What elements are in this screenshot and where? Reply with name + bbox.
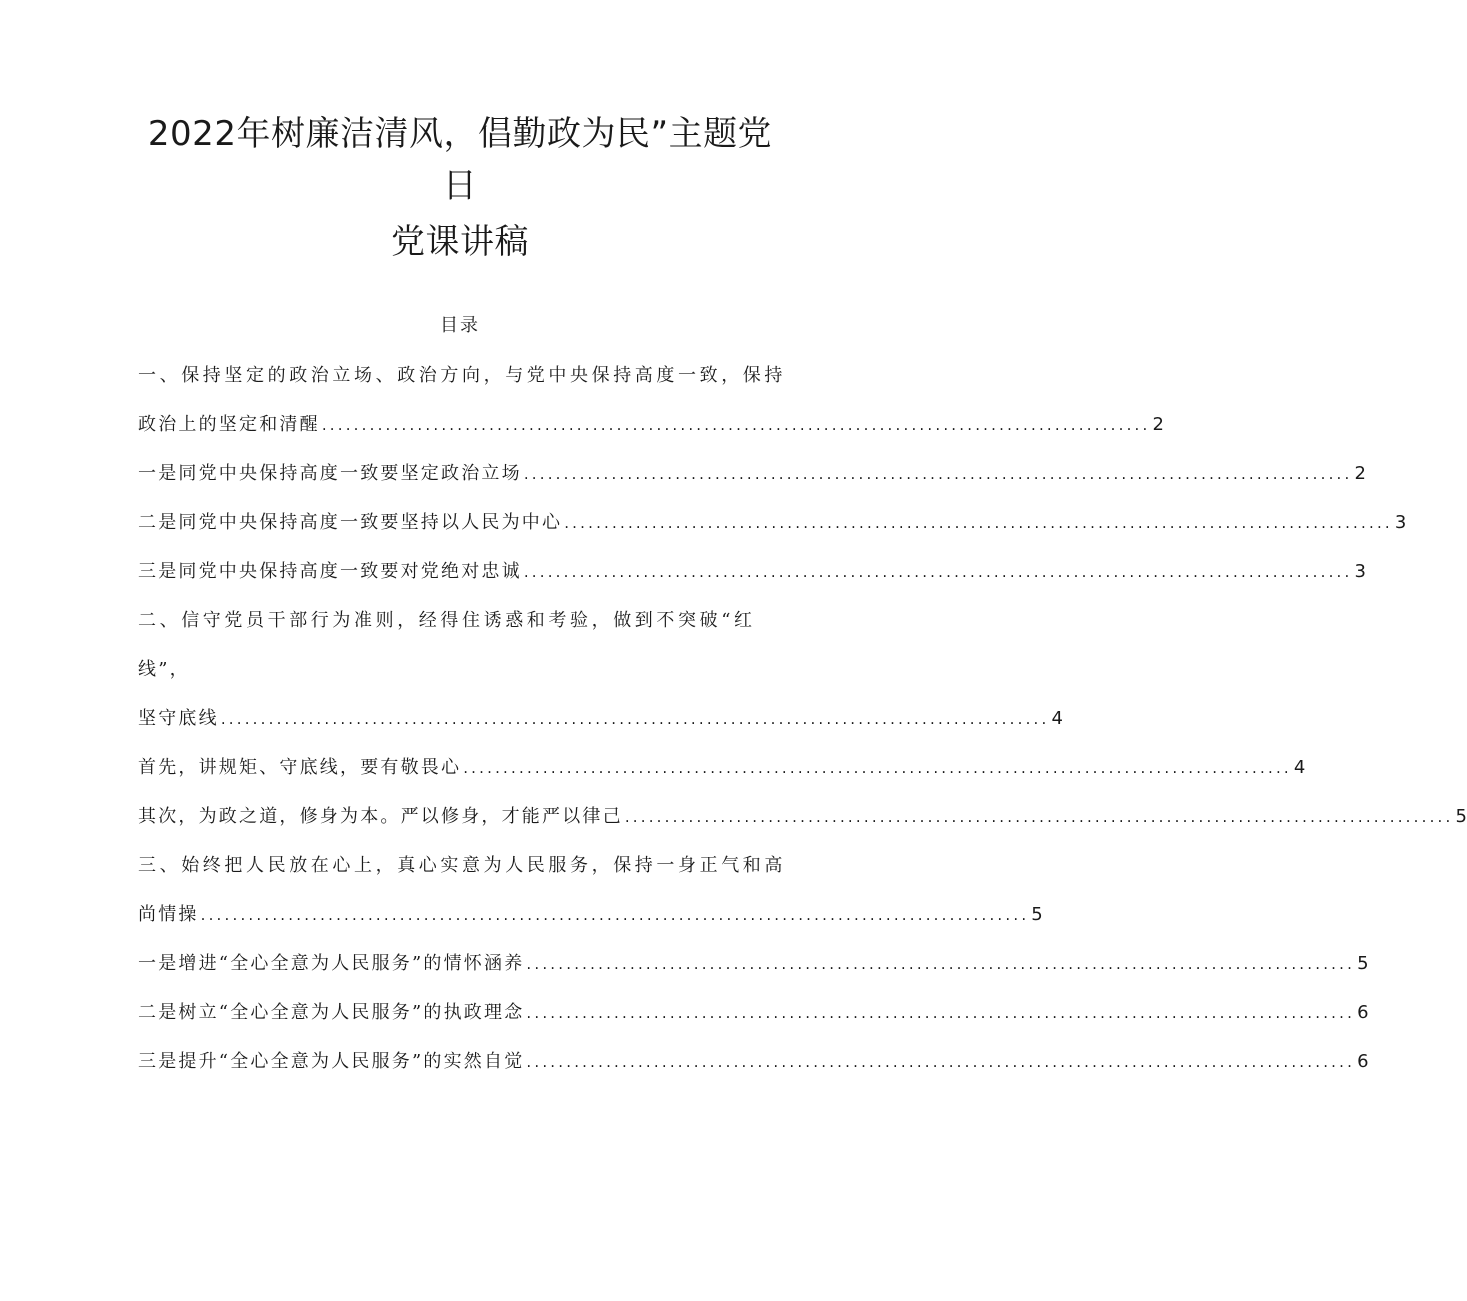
toc-entry[interactable]	[138, 600, 782, 649]
toc-leader-dots: ........................................................................................................	[526, 955, 1356, 973]
toc-page-number: 6	[1357, 1002, 1369, 1023]
toc-page-number: 5	[1357, 953, 1369, 974]
toc-entry[interactable]	[138, 894, 1043, 943]
document-title	[138, 108, 782, 268]
toc-page-number: 4	[1051, 708, 1063, 729]
toc-page-number: 3	[1394, 512, 1407, 533]
toc-entry[interactable]	[138, 355, 786, 404]
title-line-3: 党课讲稿	[391, 222, 529, 262]
toc-leader-dots: ........................................................................................................	[220, 710, 1050, 728]
table-of-contents	[138, 355, 1467, 1090]
toc-entry[interactable]	[138, 551, 1366, 600]
toc-entry-text: 一、保持坚定的政治立场、政治方向，与党中央保持高度一致，保持	[138, 365, 786, 386]
toc-entry-text: 坚守底线	[138, 708, 219, 729]
toc-entry[interactable]	[138, 453, 1366, 502]
toc-entry[interactable]	[138, 1041, 1369, 1090]
toc-entry-text: 一是同党中央保持高度一致要坚定政治立场	[138, 463, 522, 484]
toc-page-number: 2	[1354, 463, 1366, 484]
toc-entry-text: 三是同党中央保持高度一致要对党绝对忠诚	[138, 561, 522, 582]
title-line-1: 2022年树廉洁清风，倡勤政为民”主题党	[147, 114, 773, 154]
toc-entry[interactable]	[138, 649, 782, 698]
toc-leader-dots: ........................................................................................................	[523, 563, 1353, 581]
toc-page-number: 5	[1031, 904, 1043, 925]
toc-entry-text: 尚情操	[138, 904, 199, 925]
toc-entry[interactable]	[138, 502, 1407, 551]
toc-page-number: 2	[1152, 414, 1164, 435]
toc-page-number: 3	[1354, 561, 1366, 582]
toc-leader-dots: ........................................................................................................	[564, 514, 1393, 532]
toc-entry-text: 线”，	[138, 659, 190, 680]
toc-leader-dots: ........................................................................................................	[463, 759, 1292, 777]
toc-entry[interactable]	[138, 845, 786, 894]
toc-entry[interactable]	[138, 992, 1369, 1041]
toc-entry-text: 二、信守党员干部行为准则，经得住诱惑和考验，做到不突破“红	[138, 610, 756, 631]
toc-leader-dots: ........................................................................................................	[321, 416, 1151, 434]
toc-page-number: 6	[1357, 1051, 1369, 1072]
toc-leader-dots: ........................................................................................................	[624, 808, 1454, 826]
toc-entry[interactable]	[138, 796, 1467, 845]
toc-entry-text: 其次，为政之道，修身为本。严以修身，才能严以律己	[138, 806, 623, 827]
toc-entry-text: 政治上的坚定和清醒	[138, 414, 320, 435]
toc-leader-dots: ........................................................................................................	[526, 1004, 1356, 1022]
toc-entry[interactable]	[138, 698, 1063, 747]
toc-leader-dots: ........................................................................................................	[523, 465, 1353, 483]
toc-entry[interactable]	[138, 747, 1306, 796]
toc-entry-text: 三、始终把人民放在心上，真心实意为人民服务，保持一身正气和高	[138, 855, 786, 876]
toc-page-number: 4	[1293, 757, 1306, 778]
toc-leader-dots: ........................................................................................................	[526, 1053, 1356, 1071]
toc-entry-text: 一是增进“全心全意为人民服务”的情怀涵养	[138, 953, 525, 974]
toc-entry-text: 二是同党中央保持高度一致要坚持以人民为中心	[138, 512, 563, 533]
toc-entry[interactable]	[138, 404, 1164, 453]
toc-entry-text: 三是提升“全心全意为人民服务”的实然自觉	[138, 1051, 525, 1072]
toc-page-number: 5	[1455, 806, 1467, 827]
toc-entry-text: 二是树立“全心全意为人民服务”的执政理念	[138, 1002, 525, 1023]
toc-entry[interactable]	[138, 943, 1369, 992]
toc-entry-text: 首先，讲规矩、守底线，要有敬畏心	[138, 757, 462, 778]
toc-leader-dots: ........................................................................................................	[200, 906, 1030, 924]
toc-heading: 目录	[440, 315, 480, 336]
title-line-2: 日	[442, 166, 478, 206]
